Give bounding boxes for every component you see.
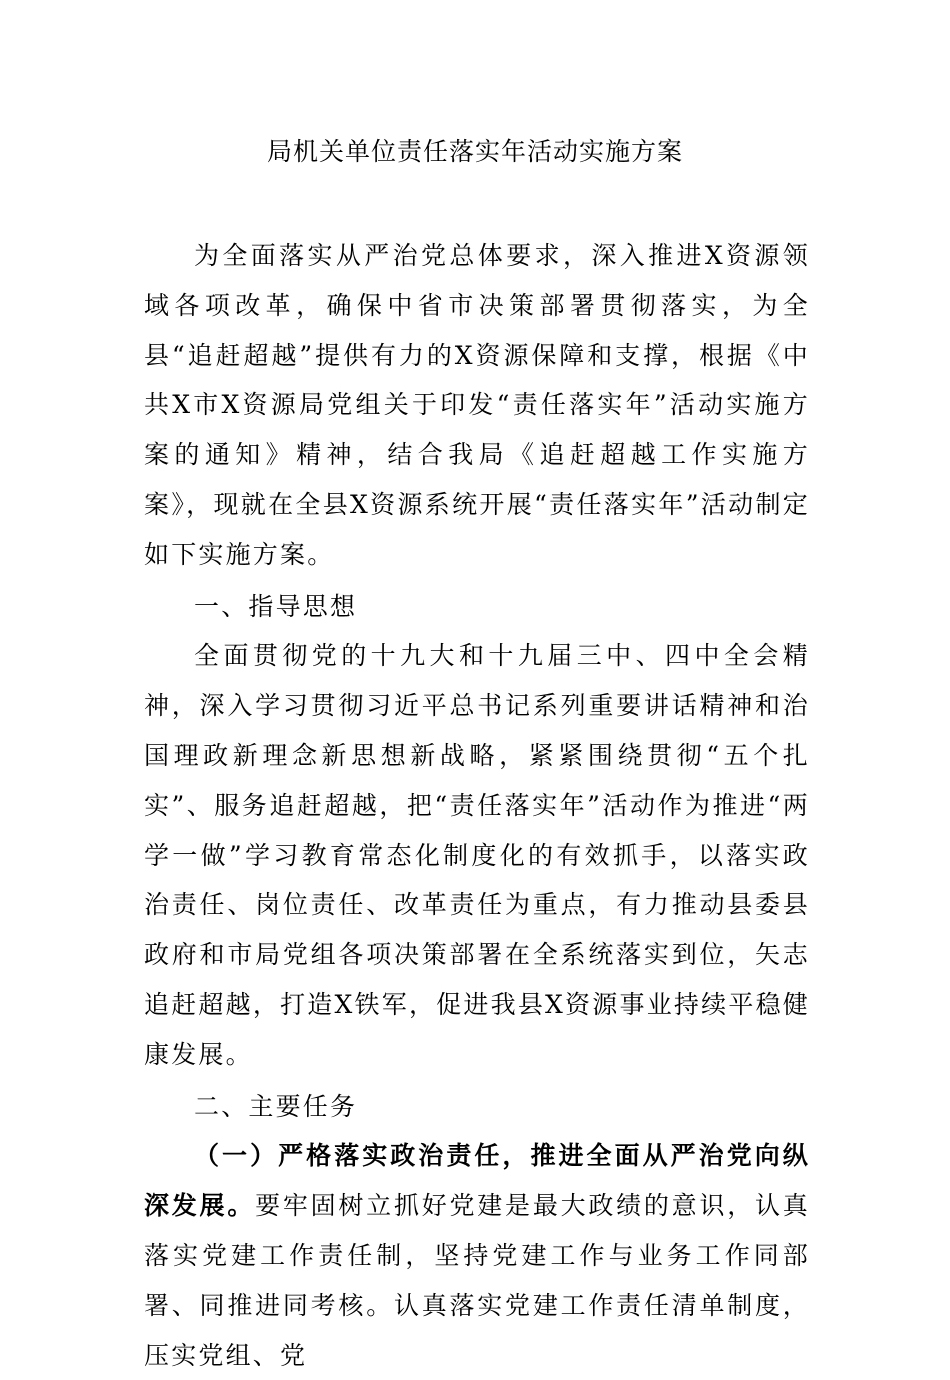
section-heading-guiding-ideology: 一、指导思想 <box>194 591 358 621</box>
guiding-ideology-paragraph: 全面贯彻党的十九大和十九届三中、四中全会精神，深入学习贯彻习近平总书记系列重要讲话精神和治国理政新理念新思想新战略，紧紧围绕贯彻“五个扎实”、服务追赶超越，把“责任落实年”活动作为推进“两学一做”学习教育常态化制度化的有效抓手，以落实政治责任、岗位责任、改革责任为重点，有力推动县委县政府和市局党组各项决策部署在全系统落实到位，矢志追赶超越，打造X铁军，促进我县X资源事业持续平稳健康发展。 <box>144 641 810 1069</box>
intro-paragraph: 为全面落实从严治党总体要求，深入推进X资源领域各项改革，确保中省市决策部署贯彻落实，为全县“追赶超越”提供有力的X资源保障和支撑，根据《中共X市X资源局党组关于印发“责任落实年”活动实施方案的通知》精神，结合我局《追赶超越工作实施方案》，现就在全县X资源系统开展“责任落实年”活动制定如下实施方案。 <box>144 241 810 569</box>
document-title: 局机关单位责任落实年活动实施方案 <box>266 137 683 166</box>
task-one-text: 要牢固树立抓好党建是最大政绩的意识，认真落实党建工作责任制，坚持党建工作与业务工作同部署、同推进同考核。认真落实党建工作责任清单制度，压实党组、党 <box>144 1191 810 1370</box>
task-one-paragraph <box>144 1131 810 1380</box>
section-heading-main-tasks: 二、主要任务 <box>194 1091 358 1121</box>
document-body <box>144 231 810 1380</box>
task-one-heading: （一）严格落实政治责任，推进全面从严治党向纵深发展。 <box>144 1141 810 1221</box>
